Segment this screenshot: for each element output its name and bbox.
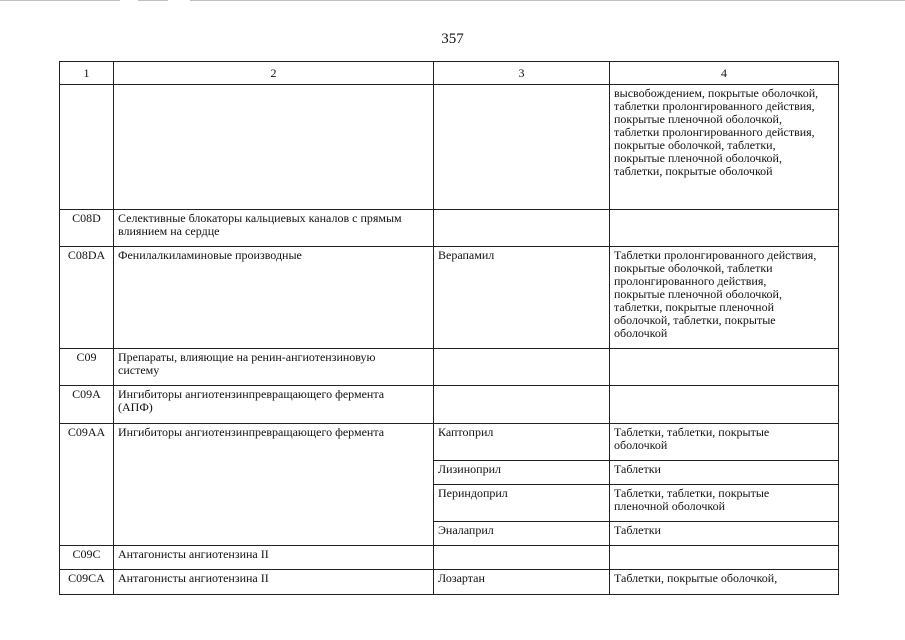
- column-header: 1: [60, 62, 114, 85]
- page-number: 357: [441, 31, 464, 47]
- drug-name-cell: Верапамил: [434, 247, 610, 349]
- drug-name-cell: Каптоприл: [434, 424, 610, 461]
- group-name-cell: Фенилалкиламиновые производные: [114, 247, 434, 349]
- table-row: [60, 424, 839, 461]
- drug-name-cell: Периндоприл: [434, 485, 610, 522]
- table-row: [60, 349, 839, 386]
- table-row: [60, 210, 839, 247]
- dosage-forms-cell: Таблетки, таблетки, покрытые оболочкой: [610, 424, 839, 461]
- dosage-forms-cell: Таблетки пролонгированного действия, покрытые оболочкой, таблетки пролонгированного действия, покрытые пленочной оболочкой, таблетки, покрытые пленочной оболочкой, таблетки, покрытые оболочкой: [610, 247, 839, 349]
- column-header: 2: [114, 62, 434, 85]
- drug-name-cell: Лизиноприл: [434, 461, 610, 485]
- atc-code-cell: C09: [60, 349, 114, 386]
- atc-code-cell: C09CA: [60, 570, 114, 595]
- table-row: [60, 386, 839, 424]
- dosage-forms-cell: [610, 386, 839, 424]
- table-row: [60, 546, 839, 570]
- table-header-row: [60, 62, 839, 85]
- atc-code-cell: [60, 85, 114, 210]
- dosage-forms-cell: Таблетки, покрытые оболочкой,: [610, 570, 839, 595]
- group-name-cell: Антагонисты ангиотензина II: [114, 546, 434, 570]
- scan-edge-left: [0, 0, 120, 1]
- drug-name-cell: Эналаприл: [434, 522, 610, 546]
- table-row: [60, 247, 839, 349]
- drug-name-cell: [434, 85, 610, 210]
- group-name-cell: Ингибиторы ангиотензинпревращающего фермента: [114, 424, 434, 546]
- dosage-forms-cell: высвобождением, покрытые оболочкой, таблетки пролонгированного действия, покрытые пленочной оболочкой, таблетки пролонгированного действия, покрытые оболочкой, таблетки, покрытые пленочной оболочкой, таблетки, покрытые оболочкой: [610, 85, 839, 210]
- atc-code-cell: C08D: [60, 210, 114, 247]
- group-name-cell: Селективные блокаторы кальциевых каналов с прямым влиянием на сердце: [114, 210, 434, 247]
- group-name-cell: Антагонисты ангиотензина II: [114, 570, 434, 595]
- group-name-cell: Ингибиторы ангиотензинпревращающего фермента (АПФ): [114, 386, 434, 424]
- atc-code-cell: C08DA: [60, 247, 114, 349]
- scan-edge-right: [190, 0, 905, 1]
- dosage-forms-cell: [610, 349, 839, 386]
- scan-edge-middle: [138, 0, 168, 1]
- column-header: 4: [610, 62, 839, 85]
- atc-code-cell: C09C: [60, 546, 114, 570]
- table-row: [60, 85, 839, 210]
- group-name-cell: [114, 85, 434, 210]
- drug-name-cell: [434, 386, 610, 424]
- atc-code-cell: C09AA: [60, 424, 114, 546]
- drug-name-cell: [434, 546, 610, 570]
- drug-table: [59, 61, 839, 595]
- table-row: [60, 570, 839, 595]
- dosage-forms-cell: Таблетки, таблетки, покрытые пленочной оболочкой: [610, 485, 839, 522]
- dosage-forms-cell: Таблетки: [610, 522, 839, 546]
- drug-name-cell: [434, 349, 610, 386]
- dosage-forms-cell: Таблетки: [610, 461, 839, 485]
- atc-code-cell: C09A: [60, 386, 114, 424]
- drug-name-cell: [434, 210, 610, 247]
- drug-name-cell: Лозартан: [434, 570, 610, 595]
- column-header: 3: [434, 62, 610, 85]
- dosage-forms-cell: [610, 546, 839, 570]
- group-name-cell: Препараты, влияющие на ренин-ангиотензиновую систему: [114, 349, 434, 386]
- dosage-forms-cell: [610, 210, 839, 247]
